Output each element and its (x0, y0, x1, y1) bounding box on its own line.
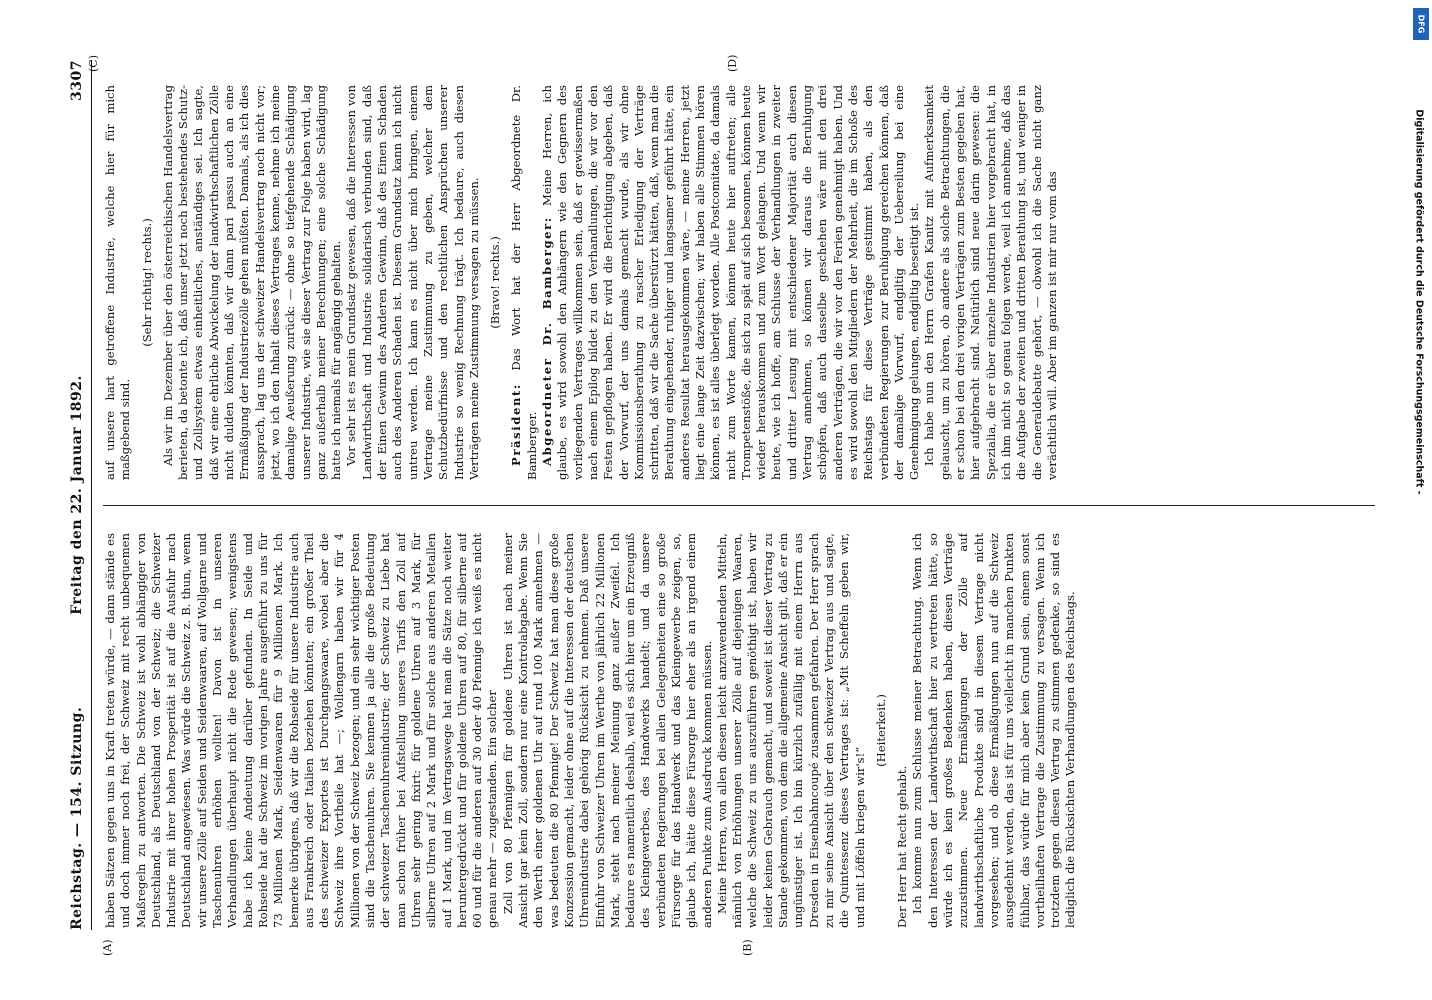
paragraph: Meine Herren, von allen diesen leicht anzuwendenden Mitteln, nämlich von Erhöhungen unserer Zölle auf diejenigen Waaren, welche die Schweiz zu uns auszuführen genöthigt ist, haben wir leider keinen Gebrauch gemacht, und soweit ist dieser Vertrag zu Stande gekommen, von dem die allgemeine Ansicht gilt, daß er ein ungünstiger ist. Ich bin kürzlich zufällig mit einem Herrn aus Dresden in Eisenbahncoupé zusammen gefahren. Der Herr sprach zu mir seine Ansicht über den schweizer Vertrag aus und sagte, die Quintessenz dieses Vertrages ist: „Mit Scheffeln geben wir, und mit Löffeln kriegen wir's!“ (714, 533, 867, 928)
header-date: Freitag den 22. Januar 1892. (69, 375, 85, 615)
statement-text: Das Wort hat der Herr Abgeordnete Dr. Bamberger. (509, 85, 539, 480)
paragraph: Der Herr hat Recht gehabt. (895, 765, 910, 928)
speaker-label: Präsident: (509, 383, 524, 466)
paragraph: Zoll von 80 Pfennigen für goldene Uhren ist nach meiner Ansicht gar kein Zoll, sondern nur eine Kontrolabgabe. Wenn Sie den Werth einer goldenen Uhr auf rund 100 Mark annehmen — was bedeuten die 80 Pfennige! Der Schweiz hat man diese große Konzession gemacht, leider ohne auf die Interessen der deutschen Uhrenindustrie dabei gehörig Rücksicht zu nehmen. Daß unsere Einfuhr von Schweizer Uhren im Werthe von jährlich 22 Millionen Mark, steht nach meiner Meinung ganz außer Zweifel. Ich bedaure es namentlich deshalb, weil es sich hier um ein Erzeugniß des Kleingewerbes, des Handwerks handelt; und da unsere verbündeten Regierungen bei allen Gelegenheiten eine so große Fürsorge für das Handwerk und das Kleingewerbe zeigen, so, glaube ich, hätte diese Fürsorge hier eher als an irgend einem anderen Punkte zum Ausdruck kommen müssen. (500, 533, 714, 928)
text-column-right (103, 85, 1375, 480)
credit-text: Digitalisierung gefördert durch die Deutsche Forschungsgemeinschaft - (1413, 108, 1425, 495)
interjection: (Sehr richtig! rechts.) (139, 218, 154, 347)
speaker-label: Abgeordneter Dr. Bamberger: (540, 216, 555, 466)
margin-marker-d: (D) (726, 54, 739, 72)
paragraph: Als wir im Dezember über den österreichischen Handelsvertrag berieten, da betonte ich, daß unser jetzt noch bestehendes Schutz- und Zollsystem etwas einheitliches, anständiges sei. Ich sagte, daß wir eine ehrliche Abwickelung der landwirthschaftlichen Zölle nicht dulden könnten, daß wir dann pari passu auch an eine Ermäßigung der Industriezölle gehen müßten. Damals, als ich dies aussprach, lag uns der schweizer Handelsvertrag noch nicht vor; jetzt, wo ich den Inhalt dieses Vertrages kenne, nehme ich meine damalige Aeußerung zurück: — ohne so tiefgehende Schädigung unserer Industrie, wie sie dieser Vertrag zur Folge haben wird, lag ganz außerhalb meiner Berechnungen; eine solche Schädigung hatte ich niemals für angängig gehalten. (160, 85, 344, 480)
page-number: 3307 (69, 60, 85, 101)
header-session: Reichstag. — 154. Sitzung. (69, 706, 85, 930)
paragraph: Vor sehr ist es mein Grundsatz gewesen, daß die Interessen von Landwirthschaft und Industrie solidarisch verbunden sind, daß der Einen Gewinn des Anderen Gewinn, daß des Einen Schaden auch des Anderen Schaden ist. Diesem Grundsatz kann ich nicht untreu werden. Ich kann es nicht über mich bringen, einem Vertrage meine Zustimmung zu geben, welcher dem Schutzbedürfnisse und den rechtlichen Ansprüchen unserer Industrie so wenig Rechnung trägt. Ich bedaure, auch diesen Verträgen meine Zustimmung versagen zu müssen. (344, 85, 481, 480)
paragraph: auf unsere hart getroffene Industrie, welche hier für mich maßgebend sind. (103, 85, 133, 480)
text-column-left (103, 533, 1375, 928)
badge-text: DFG (1416, 14, 1426, 34)
paragraph: haben Sätzen gegen uns in Kraft treten würde, — dann stände es und doch immer noch frei, der Schweiz mit recht unbequemen Maßregeln zu antworten. Die Schweiz ist wohl abhängiger von Deutschland, als Deutschland von der Schweiz; die Schweizer Industrie mit ihrer hohen Prosperität ist auf die Ausfuhr nach Deutschland angewiesen. Was würde die Schweiz z. B. thun, wenn wir unsere Zölle auf Seiden und Seidenwaaren, auf Wollgarne und Taschenuhren erhöhen wollten! Davon ist in unseren Verhandlungen überhaupt nicht die Rede gewesen; wenigstens habe ich keine Andeutung darüber gefunden. In Seide und Rohseide hat die Schweiz im vorigen Jahre ausgeführt zu uns für 73 Millionen Mark, Seidenwaaren für 9 Millionen Mark. Ich bemerke übrigens, daß wir die Rohseide für unsere Industrie auch aus Frankreich oder Italien beziehen könnten; ein großer Theil des schweizer Exportes ist Durchgangswaare, wobei aber die Schweiz ihre Vortheile hat —; Wollengarn haben wir für 4 Millionen von der Schweiz bezogen; und ein sehr wichtiger Posten sind die Taschenuhren. Sie kennen ja alle die große Bedeutung der schweizer Taschenuhrenindustrie; der Schweiz zu Liebe hat man schon früher bei Aufstellung unseres Tarifs den Zoll auf Uhren sehr gering fixirt: für goldene Uhren auf 3 Mark, für silberne Uhren auf 2 Mark und für solche aus anderen Metallen auf 1 Mark, und im Vertragswege hat man die Sätze noch weiter heruntergedrückt und für goldene Uhren auf 80, für silberne auf 60 und für die anderen auf 30 oder 40 Pfennige ich weiß es nicht genau mehr — zugestanden. Ein solcher (103, 533, 500, 928)
president-statement (509, 85, 540, 480)
interjection: (Bravo! rechts.) (488, 236, 503, 329)
digitization-credit (1412, 14, 1426, 589)
dfg-logo (1413, 8, 1429, 40)
column-divider (103, 505, 1375, 506)
document-page (21, 30, 1411, 970)
speech-text: Meine Herren, ich glaube, es wird sowohl den Anhängern wie den Gegnern des vorliegenden Vertrages willkommen sein, daß er gewissermaßen nach einem Epilog bildet zu den Verhandlungen, die wir vor den Festen gepflogen haben. Er wird die Berichtigung abgeben, daß der Vorwurf, der uns damals gemacht wurde, als wir ohne Kommissionsberathung zu rascher Erledigung der Verträge schritten, daß wir die Sache überstürzt hätten, daß, wenn man die Berathung eingehender, ruhiger und langsamer geführt hätte, ein anderes Resultat herausgekommen wäre, — meine Herren, jetzt liegt eine lange Zeit dazwischen; wir haben alle Stimmen hören können, es ist alles überlegt worden. Alle Postcomitate, da damals nicht zum Worte kamen, können heute hier auftreten; alle Trompetenstöße, die sich zu spät auf sich besonnen, können heute wieder herauskommen und zum Wort gelangen. Und wenn wir heute, wie ich hoffe, am Schlusse der Verhandlungen in zweiter und dritter Lesung mit entschiedener Majorität auch diesen Vertrag annehmen, so können wir daraus die Beruhigung schöpfen, daß auch dasselbe geschehen wäre mit den drei anderen Verträgen, die wir vor den Ferien genehmigt haben. Und es wird sowohl den Mitgliedern der Mehrheit, die im Schoße des Reichstags für diese Verträge gestimmt haben, als den verbündeten Regierungen zur Beruhigung gereichen können, daß der damalige Vorwurf, endgiltig der Uebereilung bei eine Genehmigung gelungen, endgiltig beseitigt ist. (540, 85, 922, 480)
speech (540, 85, 922, 480)
page-header (69, 60, 92, 930)
paragraph: Ich habe nun den Herrn Grafen Kanitz mit Aufmerksamkeit gelauscht, um zu hören, ob andere als solche Betrachtungen, die er schon bei den drei vorigen Verträgen zum Besten gegeben hat, hier aufgebracht sind. Natürlich sind neue darin gewesen: die Spezialia, die er über einzelne Industrien hier vorgebracht hat, in ich ihm nicht so genau folgen werde, weil ich annehme, daß das die Aufgabe der zweiten und dritten Berathung ist, und weniger in die Generaldebatte gehört, — obwohl ich die Sache nicht ganz verächtlich will. Aber im ganzen ist mir nur vom das (922, 85, 1059, 480)
margin-marker-c: (C) (87, 55, 100, 72)
margin-marker-a: (A) (101, 939, 114, 956)
margin-marker-b: (B) (741, 939, 754, 956)
paragraph: Ich komme nun zum Schlusse meiner Betrachtung. Wenn ich den Interessen der Landwirthschaft hier zu vertreten hätte, so würde ich es kein großes Bedenken haben, diesen Verträge zuzustimmen. Neue Ermäßigungen der Zölle auf landwirthschaftliche Produkte sind in diesem Vertrage nicht vorgesehen; und ob diese Ermäßigungen nun auf die Schweiz ausgedehnt werden, das ist für uns vielleicht in manchen Punkten fühlbar, das würde für mich aber kein Grund sein, einem sonst vortheilhaften Vertrage die Zustimmung zu versagen. Wenn ich trotzdem gegen diesen Vertrag zu stimmen gedenke, so sind es lediglich die Rücksichten Verhandlungen des Reichstags. (910, 533, 1078, 928)
interjection: (Heiterkeit.) (873, 694, 888, 767)
